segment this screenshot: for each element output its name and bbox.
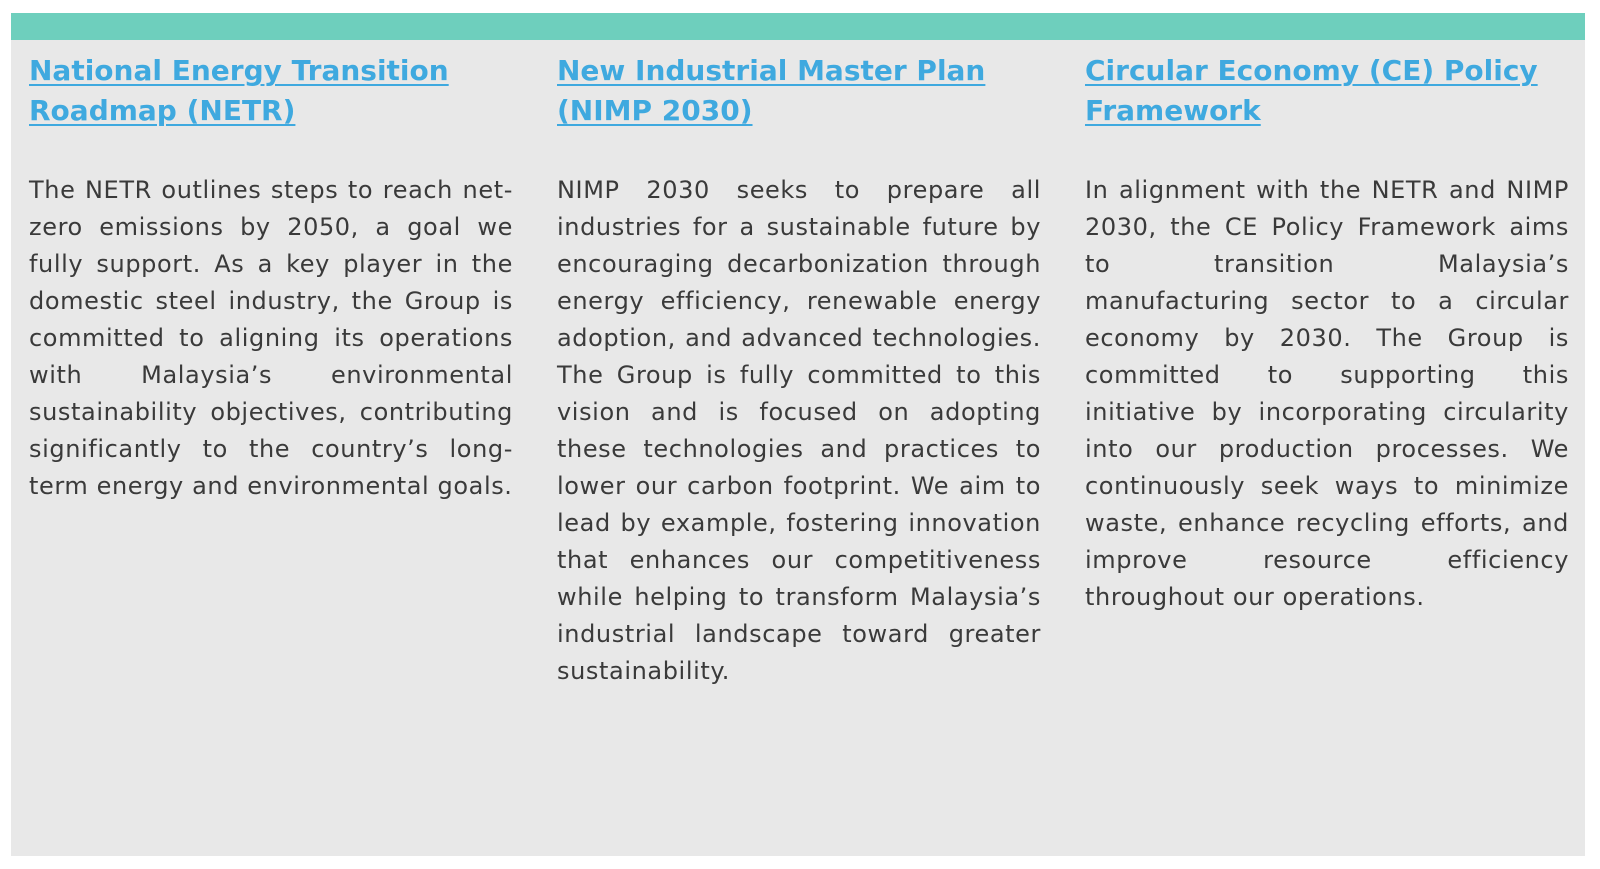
column-netr bbox=[29, 51, 513, 505]
nimp-title-link[interactable]: New Industrial Master Plan (NIMP 2030) bbox=[557, 54, 986, 127]
nimp-description: NIMP 2030 seeks to prepare all industries for a sustainable future by encouraging decarbonization through energy efficiency, renewable energy adoption, and advanced technologies. The Group is fully committed to this vision and is focused on adopting these technologies and practices to lower our carbon footprint. We aim to lead by example, fostering innovation that enhances our competitiveness while helping to transform Malaysia’s industrial landscape toward greater sustainability. bbox=[557, 176, 1041, 685]
netr-description: The NETR outlines steps to reach net-zero emissions by 2050, a goal we fully support. As a key player in the domestic steel industry, the Group is committed to aligning its operations with Malaysia’s environmental sustainability objectives, contributing significantly to the country’s long-term energy and environmental goals. bbox=[29, 176, 513, 500]
accent-bar bbox=[11, 13, 1585, 40]
ce-description: In alignment with the NETR and NIMP 2030, the CE Policy Framework aims to transition Malaysia’s manufacturing sector to a circular economy by 2030. The Group is committed to supporting this initiative by incorporating circularity into our production processes. We continuously seek ways to minimize waste, enhance recycling efforts, and improve resource efficiency throughout our operations. bbox=[1085, 176, 1569, 611]
column-nimp bbox=[557, 51, 1041, 690]
ce-title-link[interactable]: Circular Economy (CE) Policy Framework bbox=[1085, 54, 1538, 127]
policy-panel bbox=[11, 13, 1585, 856]
column-circular-economy bbox=[1085, 51, 1569, 616]
netr-title-link[interactable]: National Energy Transition Roadmap (NETR) bbox=[29, 54, 449, 127]
